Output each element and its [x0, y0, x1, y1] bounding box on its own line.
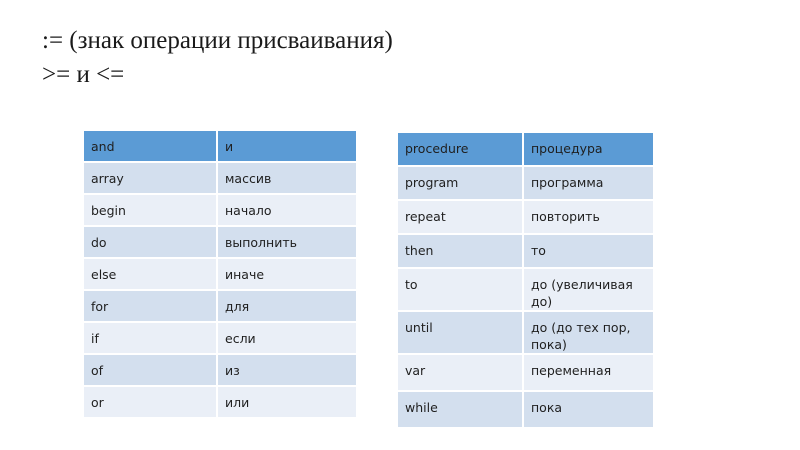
heading-comparison-operators: >= и <= — [42, 61, 125, 88]
keyword-cell: for — [83, 290, 217, 322]
slide-heading — [42, 24, 393, 92]
meaning-cell: процедура — [523, 132, 654, 166]
meaning-cell: и — [217, 130, 357, 162]
table-row — [397, 166, 654, 200]
table-row — [397, 311, 654, 354]
keyword-cell: while — [397, 391, 523, 428]
keywords-table-left — [82, 129, 358, 419]
meaning-line: до (до тех пор, — [531, 320, 631, 335]
meaning-cell: если — [217, 322, 357, 354]
keyword-cell: until — [397, 311, 523, 354]
keyword-cell: then — [397, 234, 523, 268]
meaning-cell: выполнить — [217, 226, 357, 258]
keyword-cell: do — [83, 226, 217, 258]
table-row — [83, 258, 357, 290]
meaning-line: пока) — [531, 337, 567, 352]
table-row — [83, 322, 357, 354]
meaning-cell — [523, 311, 654, 354]
meaning-cell: иначе — [217, 258, 357, 290]
keyword-cell: begin — [83, 194, 217, 226]
meaning-cell: то — [523, 234, 654, 268]
table-row — [83, 162, 357, 194]
keyword-cell: or — [83, 386, 217, 418]
meaning-cell: переменная — [523, 354, 654, 391]
table-row — [83, 386, 357, 418]
keywords-table-right — [396, 131, 655, 429]
meaning-cell: программа — [523, 166, 654, 200]
table-row — [83, 194, 357, 226]
keyword-cell: array — [83, 162, 217, 194]
keyword-cell: to — [397, 268, 523, 311]
table-row — [83, 290, 357, 322]
table-row — [397, 354, 654, 391]
keyword-cell: and — [83, 130, 217, 162]
heading-assignment-operator: := (знак операции присваивания) — [42, 27, 393, 54]
meaning-line: до (увеличивая — [531, 277, 633, 292]
meaning-cell: массив — [217, 162, 357, 194]
meaning-cell — [523, 268, 654, 311]
meaning-cell: начало — [217, 194, 357, 226]
keyword-cell: var — [397, 354, 523, 391]
meaning-cell: повторить — [523, 200, 654, 234]
table-row — [397, 132, 654, 166]
table-row — [83, 354, 357, 386]
meaning-cell: для — [217, 290, 357, 322]
keyword-cell: if — [83, 322, 217, 354]
table-row — [397, 391, 654, 428]
meaning-cell: из — [217, 354, 357, 386]
keyword-cell: repeat — [397, 200, 523, 234]
table-row — [83, 226, 357, 258]
meaning-line: до) — [531, 294, 553, 309]
keyword-cell: program — [397, 166, 523, 200]
table-row — [83, 130, 357, 162]
meaning-cell: пока — [523, 391, 654, 428]
table-row — [397, 268, 654, 311]
keyword-cell: of — [83, 354, 217, 386]
table-row — [397, 234, 654, 268]
meaning-cell: или — [217, 386, 357, 418]
keyword-cell: else — [83, 258, 217, 290]
table-row — [397, 200, 654, 234]
keyword-cell: procedure — [397, 132, 523, 166]
